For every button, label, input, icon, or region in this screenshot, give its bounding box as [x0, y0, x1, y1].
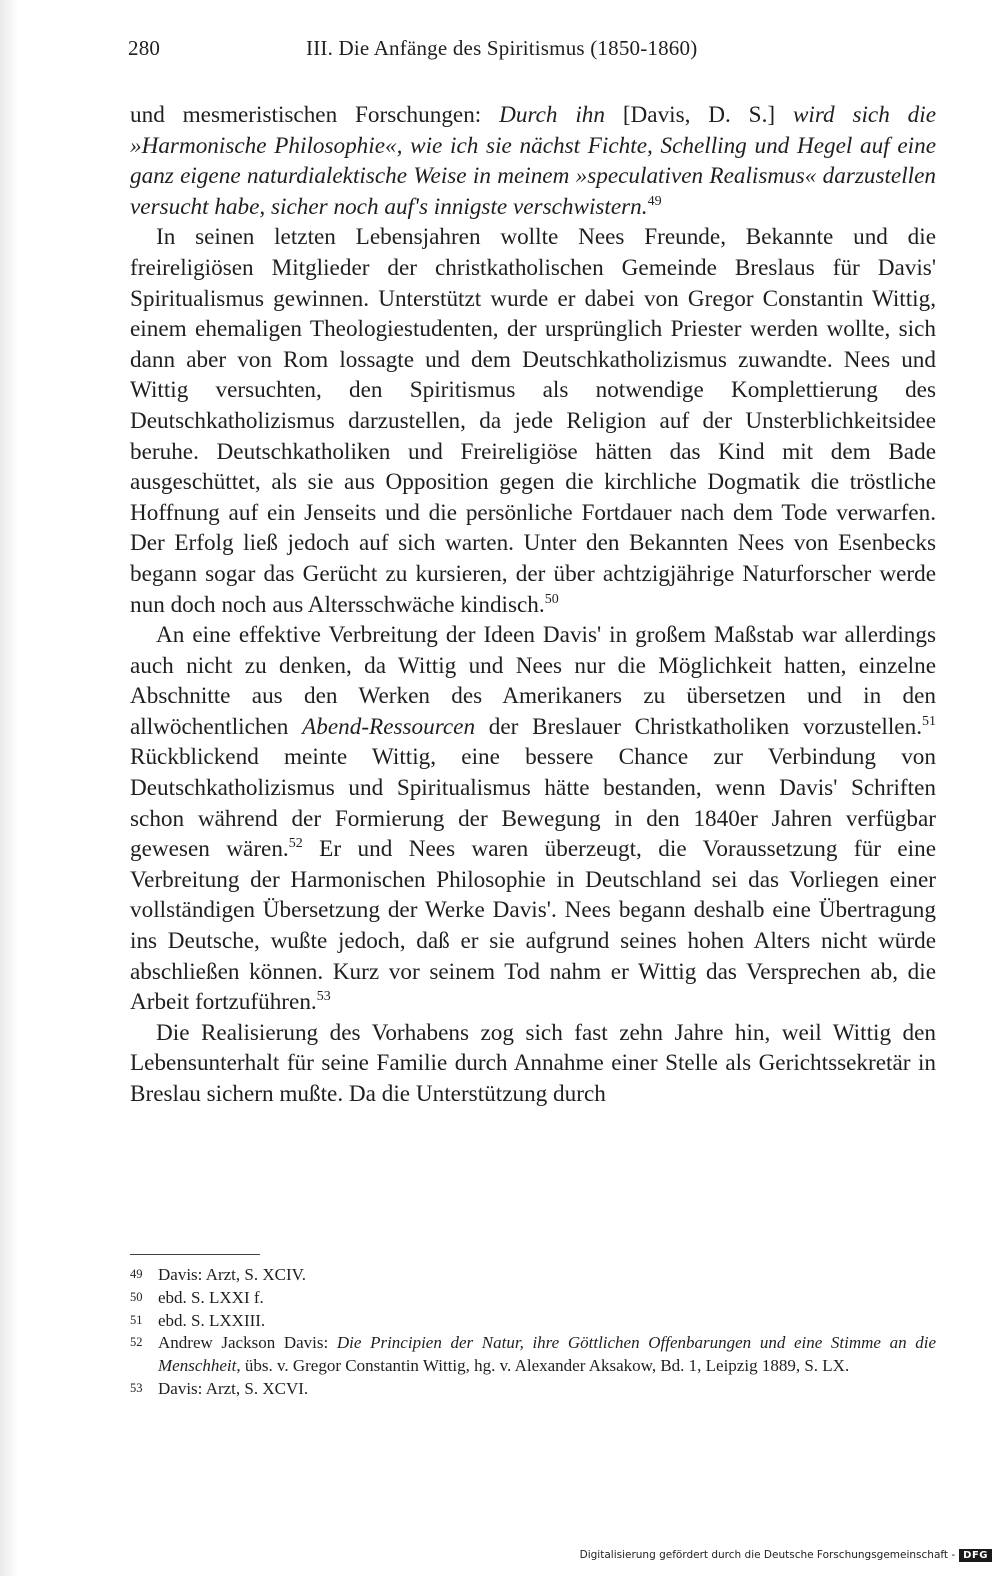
footnote-text: ebd. S. LXXI f.: [158, 1287, 264, 1307]
footnote: [130, 1287, 936, 1310]
text-span: In seinen letzten Lebensjahren wollte Nees Freunde, Bekannte und die freireligiösen Mitglieder der christkatholischen Gemeinde Breslaus für Davis' Spiritualismus gewinnen. Unterstützt wurde er dabei von Gregor Constantin Wittig, einem ehemaligen Theologiestudenten, der ursprünglich Priester werden wollte, sich dann aber von Rom lossagte und dem Deutschkatholizismus zuwandte. Nees und Wittig versuchten, den Spiritismus als notwendige Komplettierung des Deutschkatholizismus darzustellen, da jede Religion auf der Unsterblichkeitsidee beruhe. Deutschkatholiken und Freireligiöse hätten das Kind mit dem Bade ausgeschüttet, als sie aus Opposition gegen die kirchliche Dogmatik die tröstliche Hoffnung auf ein Jenseits und die persönliche Fortdauer nach dem Tode verwarfen. Der Erfolg ließ jedoch auf sich warten. Unter den Bekannten Nees von Esenbecks begann sogar das Gerücht zu kursieren, der über achtzigjährige Naturforscher werde nun doch noch aus Altersschwäche kindisch.: [130, 224, 936, 618]
footnote-number: 51: [130, 1312, 143, 1327]
footnote-number: 53: [130, 1380, 143, 1395]
paragraph-3: [130, 620, 936, 1018]
page-number: 280: [128, 36, 161, 60]
footnote-text: Andrew Jackson Davis:: [158, 1333, 337, 1353]
text-span: An eine effektive Verbreitung der Ideen Davis' in großem Maßstab war allerdings auch nicht zu denken, da Wittig und Nees nur die Möglichkeit hatten, einzelne Abschnitte aus den Werken des Amerikaners zu übersetzen und in den allwöchentlichen: [130, 622, 936, 740]
italic-span: Abend-Ressourcen: [302, 713, 476, 740]
footnote-text: Davis: Arzt, S. XCVI.: [158, 1378, 309, 1398]
paragraph-4: [130, 1018, 936, 1110]
footnote-text: ebd. S. LXXIII.: [158, 1310, 266, 1330]
text-span: Er und Nees waren überzeugt, die Voraussetzung für eine Verbreitung der Harmonischen Philosophie in Deutschland sei das Vorliegen einer vollständigen Übersetzung der Werke Davis'. Nees begann deshalb eine Übertragung ins Deutsche, wußte jedoch, daß er sie aufgrund seines hohen Alters nicht würde abschließen können. Kurz vor seinem Tod nahm er Wittig das Versprechen ab, die Arbeit fortzuführen.: [130, 836, 937, 1016]
body-text: [130, 100, 936, 1110]
footnote-ref-52: 52: [288, 836, 303, 852]
footnote-text: , übs. v. Gregor Constantin Wittig, hg. v. Alexander Aksakow, Bd. 1, Leipzig 1889, S. LX.: [236, 1356, 850, 1376]
footnote-ref-50: 50: [544, 591, 559, 607]
footnote: [130, 1264, 936, 1287]
footnotes: [130, 1264, 936, 1401]
footnote: [130, 1378, 936, 1401]
italic-span: Durch ihn: [499, 102, 605, 128]
footnote-number: 52: [130, 1335, 143, 1350]
paragraph-1: [130, 100, 936, 222]
text-span: Rückblickend meinte Wittig, eine bessere Chance zur Verbindung von Deutschkatholizismus und Spiritualismus hätte bestanden, wenn Davis' Schriften schon während der Formierung der Bewegung in den 1840er Jahren verfügbar gewesen wären.: [130, 744, 936, 863]
text-span: und mesmeristischen Forschungen:: [130, 102, 500, 128]
footnote-number: 50: [130, 1289, 143, 1304]
paragraph-2: [130, 222, 936, 620]
footnote-ref-51: 51: [922, 713, 936, 729]
footnote-text: Davis: Arzt, S. XCIV.: [158, 1265, 306, 1284]
footnote-number: 49: [130, 1267, 143, 1281]
footnote-title-italic: Die Principien der Natur, ihre Göttlichen Offenbarungen und eine Stimme an die Menschheit: [158, 1333, 936, 1376]
text-span: Die Realisierung des Vorhabens zog sich fast zehn Jahre hin, weil Wittig den Lebensunterhalt für seine Familie durch Annahme einer Stelle als Gerichtssekretär in Breslau sichern mußte. Da die Unterstützung durch: [130, 1019, 936, 1107]
italic-quote: wird sich die »Harmonische Philosophie«, wie ich sie nächst Fichte, Schelling und Hegel auf eine ganz eigene naturdialektische Weise in meinem »speculativen Realismus« darzustellen versucht habe, sicher noch auf's innigste verschwistern.: [130, 102, 936, 220]
page-edge-shadow: [0, 0, 18, 1576]
dfg-logo: DFG: [959, 1549, 992, 1562]
running-head: III. Die Anfänge des Spiritismus (1850-1860): [306, 36, 698, 60]
footnote-ref-49: 49: [647, 193, 662, 209]
footnote-separator: [130, 1254, 260, 1255]
footnote-ref-53: 53: [316, 989, 331, 1005]
text-span: der Breslauer Christkatholiken vorzustellen.: [475, 713, 922, 740]
text-span: [Davis, D. S.]: [604, 102, 793, 128]
digitization-footer: [580, 1546, 992, 1564]
footnote: [130, 1310, 936, 1333]
footnote: [130, 1332, 936, 1378]
footer-text: Digitalisierung gefördert durch die Deutsche Forschungsgemeinschaft -: [579, 1549, 956, 1561]
page-header: [128, 36, 938, 66]
